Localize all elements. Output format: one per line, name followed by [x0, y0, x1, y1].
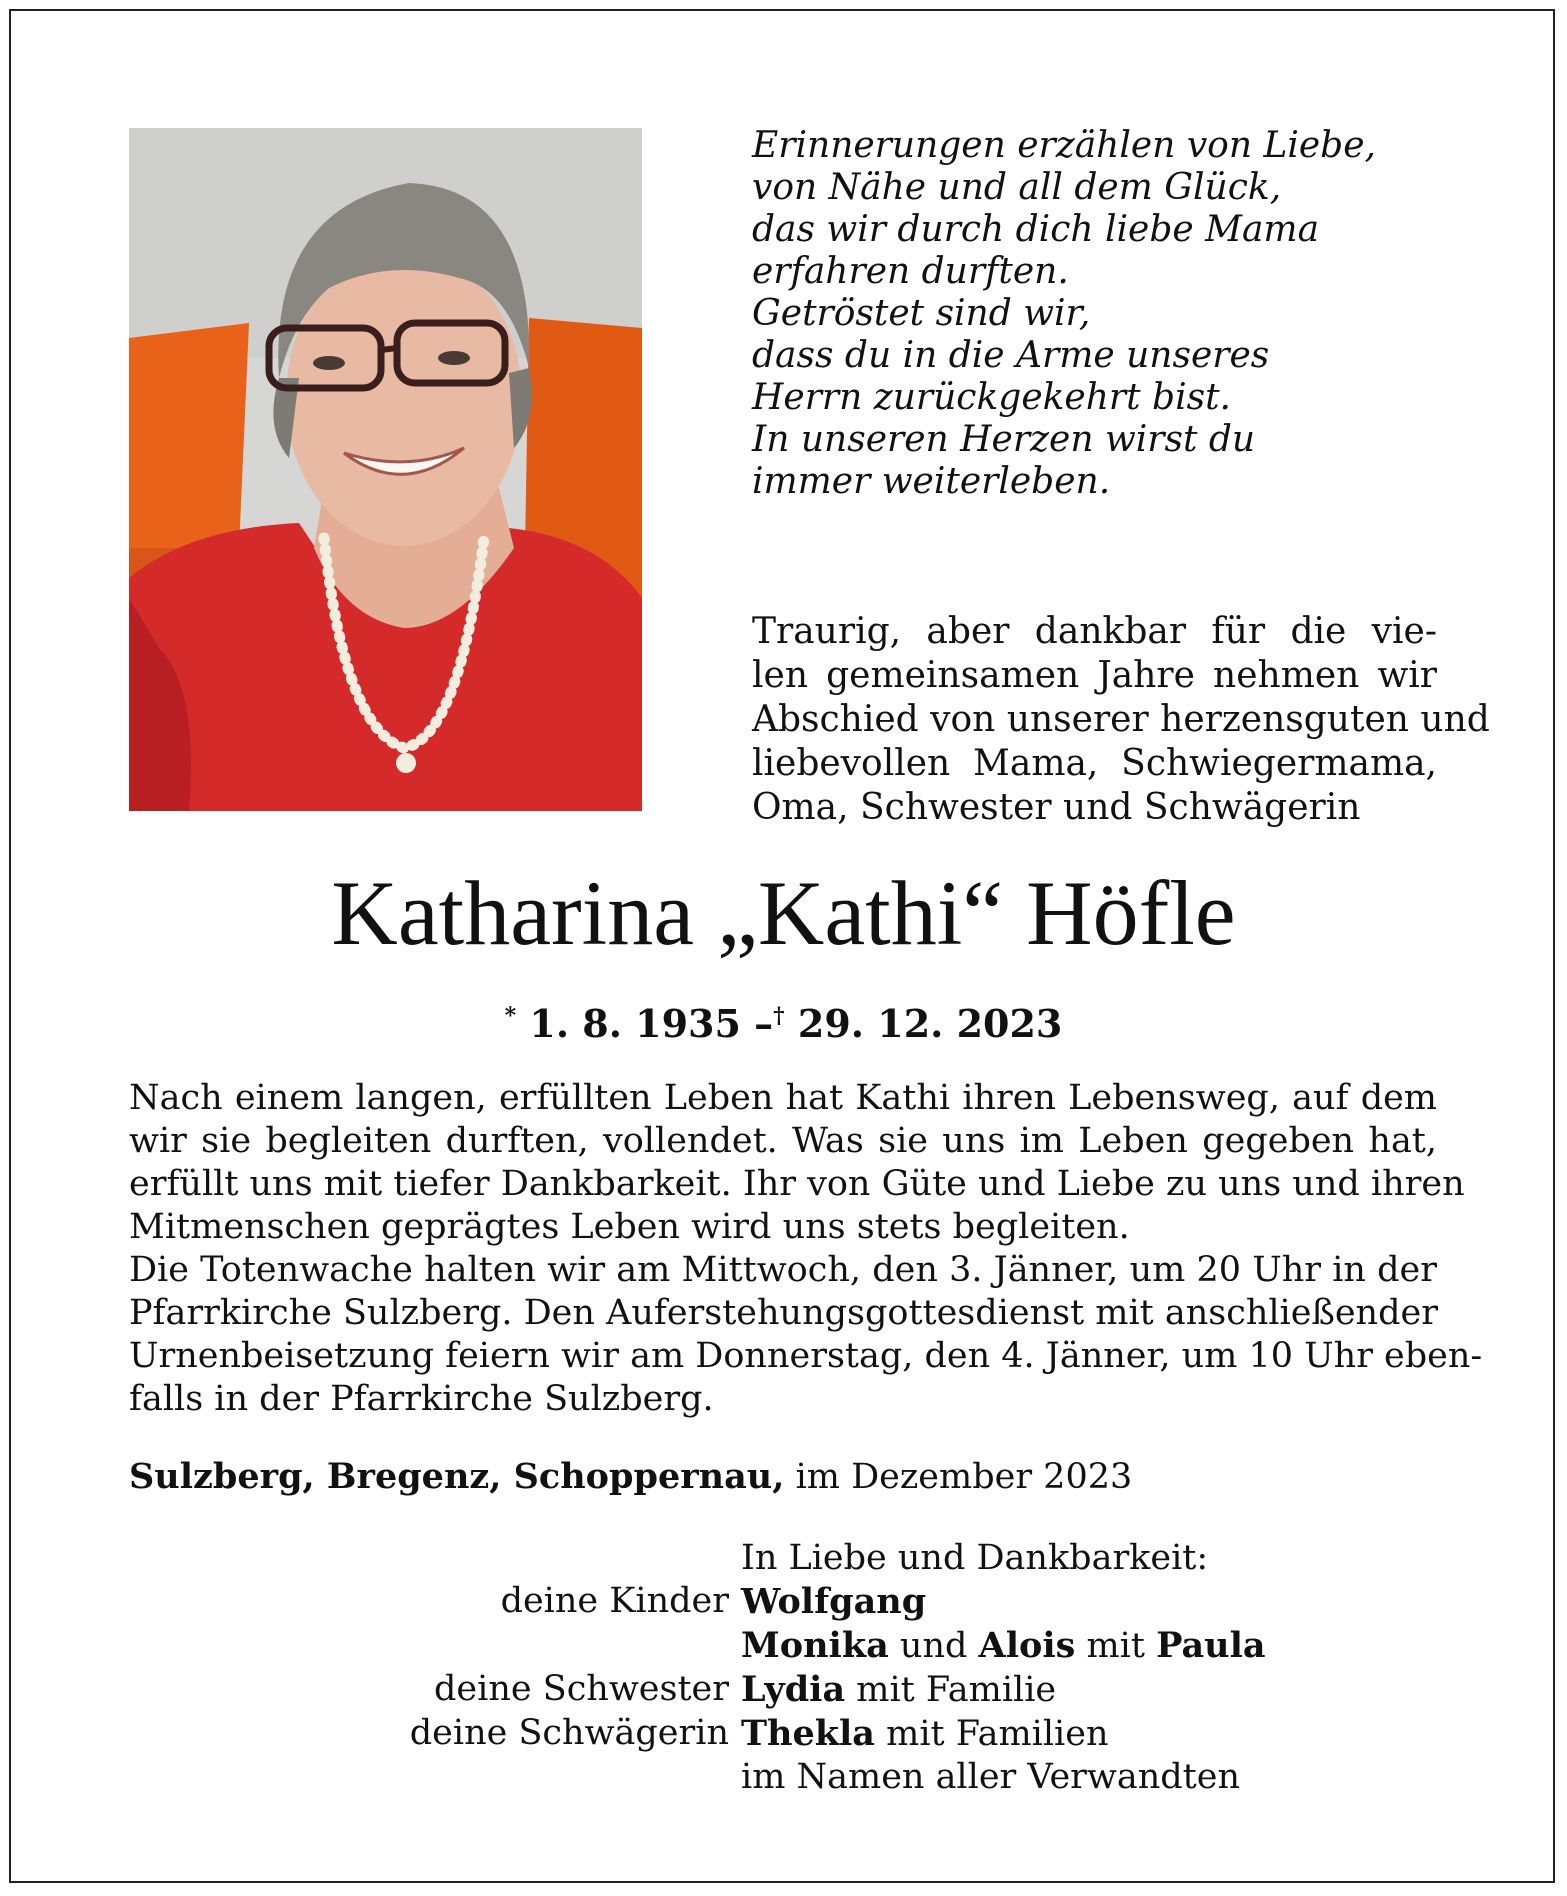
body-line: Nach einem langen, erfüllten Leben hat Kathi ihren Lebensweg, auf dem	[129, 1078, 1437, 1118]
sister-name: Lydia	[741, 1669, 846, 1710]
children-label: deine Kinder	[500, 1581, 729, 1621]
grandchild-name: Paula	[1156, 1625, 1266, 1666]
signature-row	[129, 1756, 1437, 1799]
poem-line: immer weiterleben.	[752, 461, 1111, 502]
death-date: 29. 12. 2023	[797, 1001, 1063, 1046]
farewell-line: Oma, Schwester und Schwägerin	[752, 787, 1361, 828]
signature-label-empty	[129, 1624, 741, 1668]
sister-label: deine Schwester	[434, 1669, 729, 1709]
signature-intro: In Liebe und Dankbarkeit:	[741, 1538, 1209, 1578]
signature-names	[741, 1580, 926, 1624]
conjunction: mit	[1086, 1626, 1145, 1666]
sisterinlaw-label: deine Schwägerin	[409, 1713, 729, 1753]
signature-row	[129, 1580, 1437, 1624]
poem-line: das wir durch dich liebe Mama	[752, 209, 1320, 250]
body-line: Mitmenschen geprägtes Leben wird uns stets begleiten.	[129, 1207, 1130, 1247]
farewell-line: liebevollen Mama, Schwiegermama,	[752, 743, 1437, 784]
signatures-block	[129, 1537, 1437, 1799]
body-line: Pfarrkirche Sulzberg. Den Auferstehungsgottesdienst mit anschließender	[129, 1293, 1438, 1333]
farewell-line: len gemeinsamen Jahre nehmen wir	[752, 655, 1437, 696]
poem-line: von Nähe und all dem Glück,	[752, 167, 1282, 208]
poem-line: Herrn zurückgekehrt bist.	[752, 377, 1231, 418]
birth-date: 1. 8. 1935	[529, 1001, 741, 1046]
poem-line: erfahren durften.	[752, 251, 1069, 292]
sisterinlaw-name: Thekla	[741, 1713, 875, 1754]
signature-row	[129, 1712, 1437, 1756]
poem-line: In unseren Herzen wirst du	[752, 419, 1256, 460]
signature-closing: im Namen aller Verwandten	[741, 1757, 1240, 1797]
date-separator: –	[754, 1001, 774, 1046]
child-name: Wolfgang	[741, 1581, 927, 1622]
life-dates	[0, 992, 1567, 1048]
farewell-line: Abschied von unserer herzensguten und	[752, 699, 1490, 740]
signature-label-empty	[129, 1537, 741, 1580]
signature-label-empty	[129, 1756, 741, 1799]
signature-row	[129, 1668, 1437, 1712]
poem-line: dass du in die Arme unseres	[752, 335, 1270, 376]
signature-names	[741, 1624, 1266, 1668]
signature-names	[741, 1668, 1056, 1712]
conjunction: und	[899, 1626, 968, 1666]
signature-row	[129, 1537, 1437, 1580]
portrait-photo	[129, 128, 642, 811]
birth-symbol: *	[504, 1003, 517, 1029]
signature-names	[741, 1712, 1109, 1756]
body-line: falls in der Pfarrkirche Sulzberg.	[129, 1379, 714, 1419]
place-locations: Sulzberg, Bregenz, Schoppernau,	[129, 1456, 785, 1497]
signature-row	[129, 1624, 1437, 1668]
announcement-paragraph	[129, 1077, 1483, 1421]
body-line: erfüllt uns mit tiefer Dankbarkeit. Ihr von Güte und Liebe zu uns und ihren	[129, 1164, 1465, 1204]
place-and-date	[129, 1455, 1437, 1499]
child-name: Monika	[741, 1625, 889, 1666]
farewell-paragraph	[752, 610, 1490, 830]
poem-line: Getröstet sind wir,	[752, 293, 1091, 334]
sisterinlaw-suffix: mit Familien	[886, 1714, 1109, 1754]
death-symbol: †	[773, 1003, 785, 1029]
portrait-photo-icon	[129, 128, 642, 811]
sister-suffix: mit Familie	[856, 1670, 1057, 1710]
body-line: Urnenbeisetzung feiern wir am Donnerstag, den 4. Jänner, um 10 Uhr eben-	[129, 1336, 1483, 1376]
farewell-line: Traurig, aber dankbar für die vie-	[752, 611, 1437, 652]
deceased-name: Katharina „Kathi“ Höfle	[331, 862, 1236, 964]
place-date: im Dezember 2023	[795, 1457, 1133, 1497]
body-line: wir sie begleiten durften, vollendet. Was sie uns im Leben gegeben hat,	[129, 1121, 1437, 1161]
poem-line: Erinnerungen erzählen von Liebe,	[752, 125, 1376, 166]
body-line: Die Totenwache halten wir am Mittwoch, den 3. Jänner, um 20 Uhr in der	[129, 1250, 1437, 1290]
partner-name: Alois	[978, 1625, 1076, 1666]
memorial-poem	[752, 125, 1452, 503]
